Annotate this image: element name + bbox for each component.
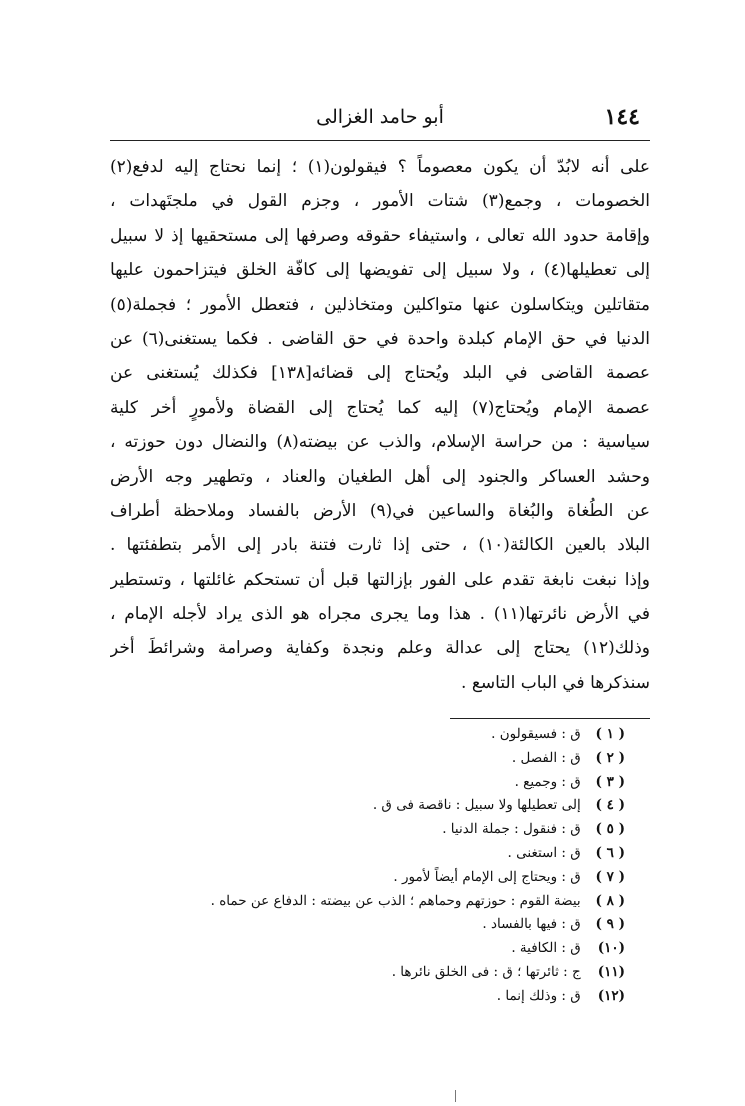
body-line: عصمة الإمام ويُحتاج(٧) إليه كما يُحتاج إلى القضاة ولأمورٍ أخر كلية bbox=[110, 397, 650, 418]
footnote-text: إلى تعطيلها ولا سبيل : ناقصة فى ق . bbox=[372, 797, 581, 814]
footnote-text: ق : استغنى . bbox=[507, 844, 581, 861]
footnote-text: ق : فسيقولون . bbox=[491, 726, 581, 742]
body-line: وإقامة حدود الله تعالى ، واستيفاء حقوقه وصرفها إلى مستحقيها إذ لا سبيل bbox=[110, 225, 650, 246]
header-rule bbox=[110, 140, 650, 141]
footnote-number: ( ٧ ) bbox=[595, 868, 625, 885]
body-line: الخصومات ، وجمع(٣) شتات الأمور ، وجزم القول في ملجتَهدات ، bbox=[110, 191, 650, 212]
body-line: عن الطُغاة والبُغاة والساعين في(٩) الأرض بالفساد وملاحظة أطراف bbox=[110, 500, 650, 521]
body-line: عصمة القاضى في البلد ويُحتاج إلى قضائه[١٣٨] فكذلك يُستغنى عن bbox=[110, 363, 650, 384]
body-line: وذلك(١٢) يحتاج إلى عدالة وعلم ونجدة وكفاية وصرامة وشرائطَ أخر bbox=[110, 638, 650, 659]
body-line: على أنه لابُدّ أن يكون معصوماً ؟ فيقولون(١) ؛ إنما نحتاج إليه لدفع(٢) bbox=[110, 157, 650, 177]
running-title: أبو حامد الغزالى bbox=[316, 106, 444, 128]
body-text bbox=[110, 150, 650, 700]
footnote bbox=[110, 842, 625, 866]
footnote bbox=[110, 771, 625, 795]
body-line: إلى تعطيلها(٤) ، ولا سبيل إلى تفويضها إلى كافّة الخلق فيتزاحمون عليها bbox=[110, 260, 650, 281]
footnote-text: ق : الفصل . bbox=[511, 749, 581, 766]
footnote-text: ق : ويحتاج إلى الإمام أيضاً لأمور . bbox=[393, 868, 581, 885]
footnote bbox=[110, 961, 625, 985]
footnote-text: ق : وذلك إنما . bbox=[496, 987, 581, 1004]
footnote-text: ج : ثائرتها ؛ ق : فى الخلق نائرها . bbox=[391, 963, 581, 980]
footnote bbox=[110, 747, 625, 771]
body-line: الدنيا في حق الإمام كبلدة واحدة في حق القاضى . فكما يستغنى(٦) عن bbox=[110, 328, 650, 349]
footnote-text: ق : فنقول : جملة الدنيا . bbox=[442, 821, 581, 838]
footnote-rule bbox=[450, 718, 650, 719]
footnote bbox=[110, 937, 625, 961]
footnote bbox=[110, 723, 625, 747]
body-line: سنذكرها في الباب التاسع . bbox=[461, 672, 650, 693]
footnote-number: ( ٨ ) bbox=[595, 892, 625, 909]
footnote bbox=[110, 794, 625, 818]
footnote-text: ق : فيها بالفساد . bbox=[482, 916, 581, 933]
body-line: في الأرض نائرتها(١١) . هذا وما يجرى مجراه هو الذى يراد لأجله الإمام ، bbox=[110, 604, 650, 625]
footnote-text: بيضة القوم : حوزتهم وحماهم ؛ الذب عن بيضته : الدفاع عن حماه . bbox=[210, 892, 581, 909]
footnote-number: ( ٤ ) bbox=[595, 797, 625, 814]
body-line: البلاد بالعين الكالئة(١٠) ، حتى إذا ثارت فتنة بادر إلى الأمر بتطفئتها . bbox=[110, 535, 650, 556]
footnotes bbox=[110, 723, 625, 1009]
footnote-number: ( ٦ ) bbox=[595, 844, 625, 861]
footnote-number: ( ٩ ) bbox=[595, 916, 625, 933]
footnote bbox=[110, 818, 625, 842]
body-line: متقاتلين ويتكاسلون عنها متواكلين ومتخاذلين ، فتعطل الأمور ؛ فجملة(٥) bbox=[110, 294, 650, 315]
footnote-number: ( ١ ) bbox=[595, 726, 625, 742]
body-line: وإذا نبغت نابغة تقدم على الفور بإزالتها قبل أن تستحكم غائلتها ، وتستطير bbox=[110, 569, 650, 590]
footnote-text: ق : وجميع . bbox=[514, 773, 581, 790]
scan-mark bbox=[455, 1090, 456, 1102]
footnote bbox=[110, 890, 625, 914]
footnote-number: (١١) bbox=[597, 963, 625, 980]
page-number: ١٤٤ bbox=[604, 104, 640, 130]
footnote-number: ( ٢ ) bbox=[595, 749, 625, 766]
footnote-number: (١٠) bbox=[597, 940, 625, 957]
footnote-number: (١٢) bbox=[597, 987, 625, 1004]
footnote bbox=[110, 985, 625, 1009]
footnote-text: ق : الكافية . bbox=[511, 940, 581, 957]
footnote bbox=[110, 866, 625, 890]
footnote-number: ( ٣ ) bbox=[595, 773, 625, 790]
body-line: وحشد العساكر والجنود إلى أهل الطغيان والعناد ، وتطهير وجه الأرض bbox=[110, 466, 650, 487]
footnote-number: ( ٥ ) bbox=[595, 821, 625, 838]
footnote bbox=[110, 913, 625, 937]
page-header bbox=[110, 98, 650, 138]
body-line: سياسية : من حراسة الإسلام، والذب عن بيضته(٨) والنضال دون حوزته ، bbox=[110, 432, 650, 453]
